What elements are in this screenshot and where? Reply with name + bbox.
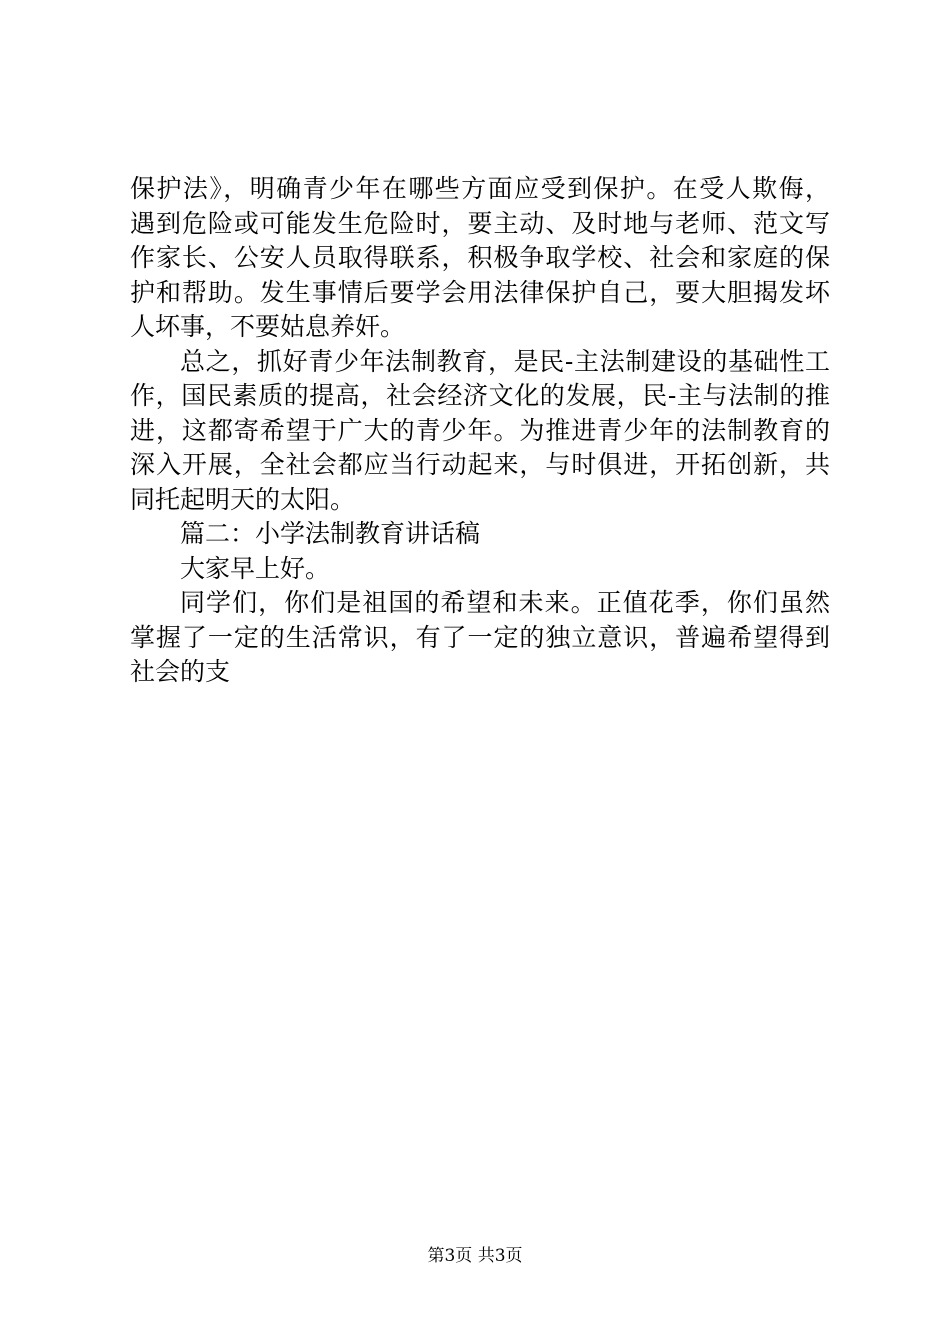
page-number-footer: 第3页 共3页 [427,1246,523,1266]
text-line: 遇到危险或可能发生危险时，要主动、及时地与老师、范文写 [130,208,830,238]
paragraph-start-line: 同学们，你们是祖国的希望和未来。正值花季，你们虽然 [180,588,830,617]
text-line: 作，国民素质的提高，社会经济文化的发展，民-主与法制的推 [130,381,830,410]
text-line: 进，这都寄希望于广大的青少年。为推进青少年的法制教育的 [130,415,830,445]
text-line: 掌握了一定的生活常识，有了一定的独立意识，普遍希望得到 [130,622,830,652]
section-heading: 篇二：小学法制教育讲话稿 [180,519,481,548]
text-line: 保护法》，明确青少年在哪些方面应受到保护。在受人欺侮， [130,174,830,203]
paragraph-start-line: 总之，抓好青少年法制教育，是民-主法制建设的基础性工 [180,346,830,376]
greeting-line: 大家早上好。 [180,553,331,583]
text-line: 护和帮助。发生事情后要学会用法律保护自己，要大胆揭发坏 [130,277,830,307]
text-line: 作家长、公安人员取得联系，积极争取学校、社会和家庭的保 [130,243,830,272]
text-line: 同托起明天的太阳。 [130,484,356,514]
document-body [130,172,830,690]
text-line: 人坏事，不要姑息养奸。 [130,312,406,341]
text-line: 深入开展，全社会都应当行动起来，与时俱进，开拓创新，共 [130,450,830,479]
text-line: 社会的支 [130,657,231,686]
